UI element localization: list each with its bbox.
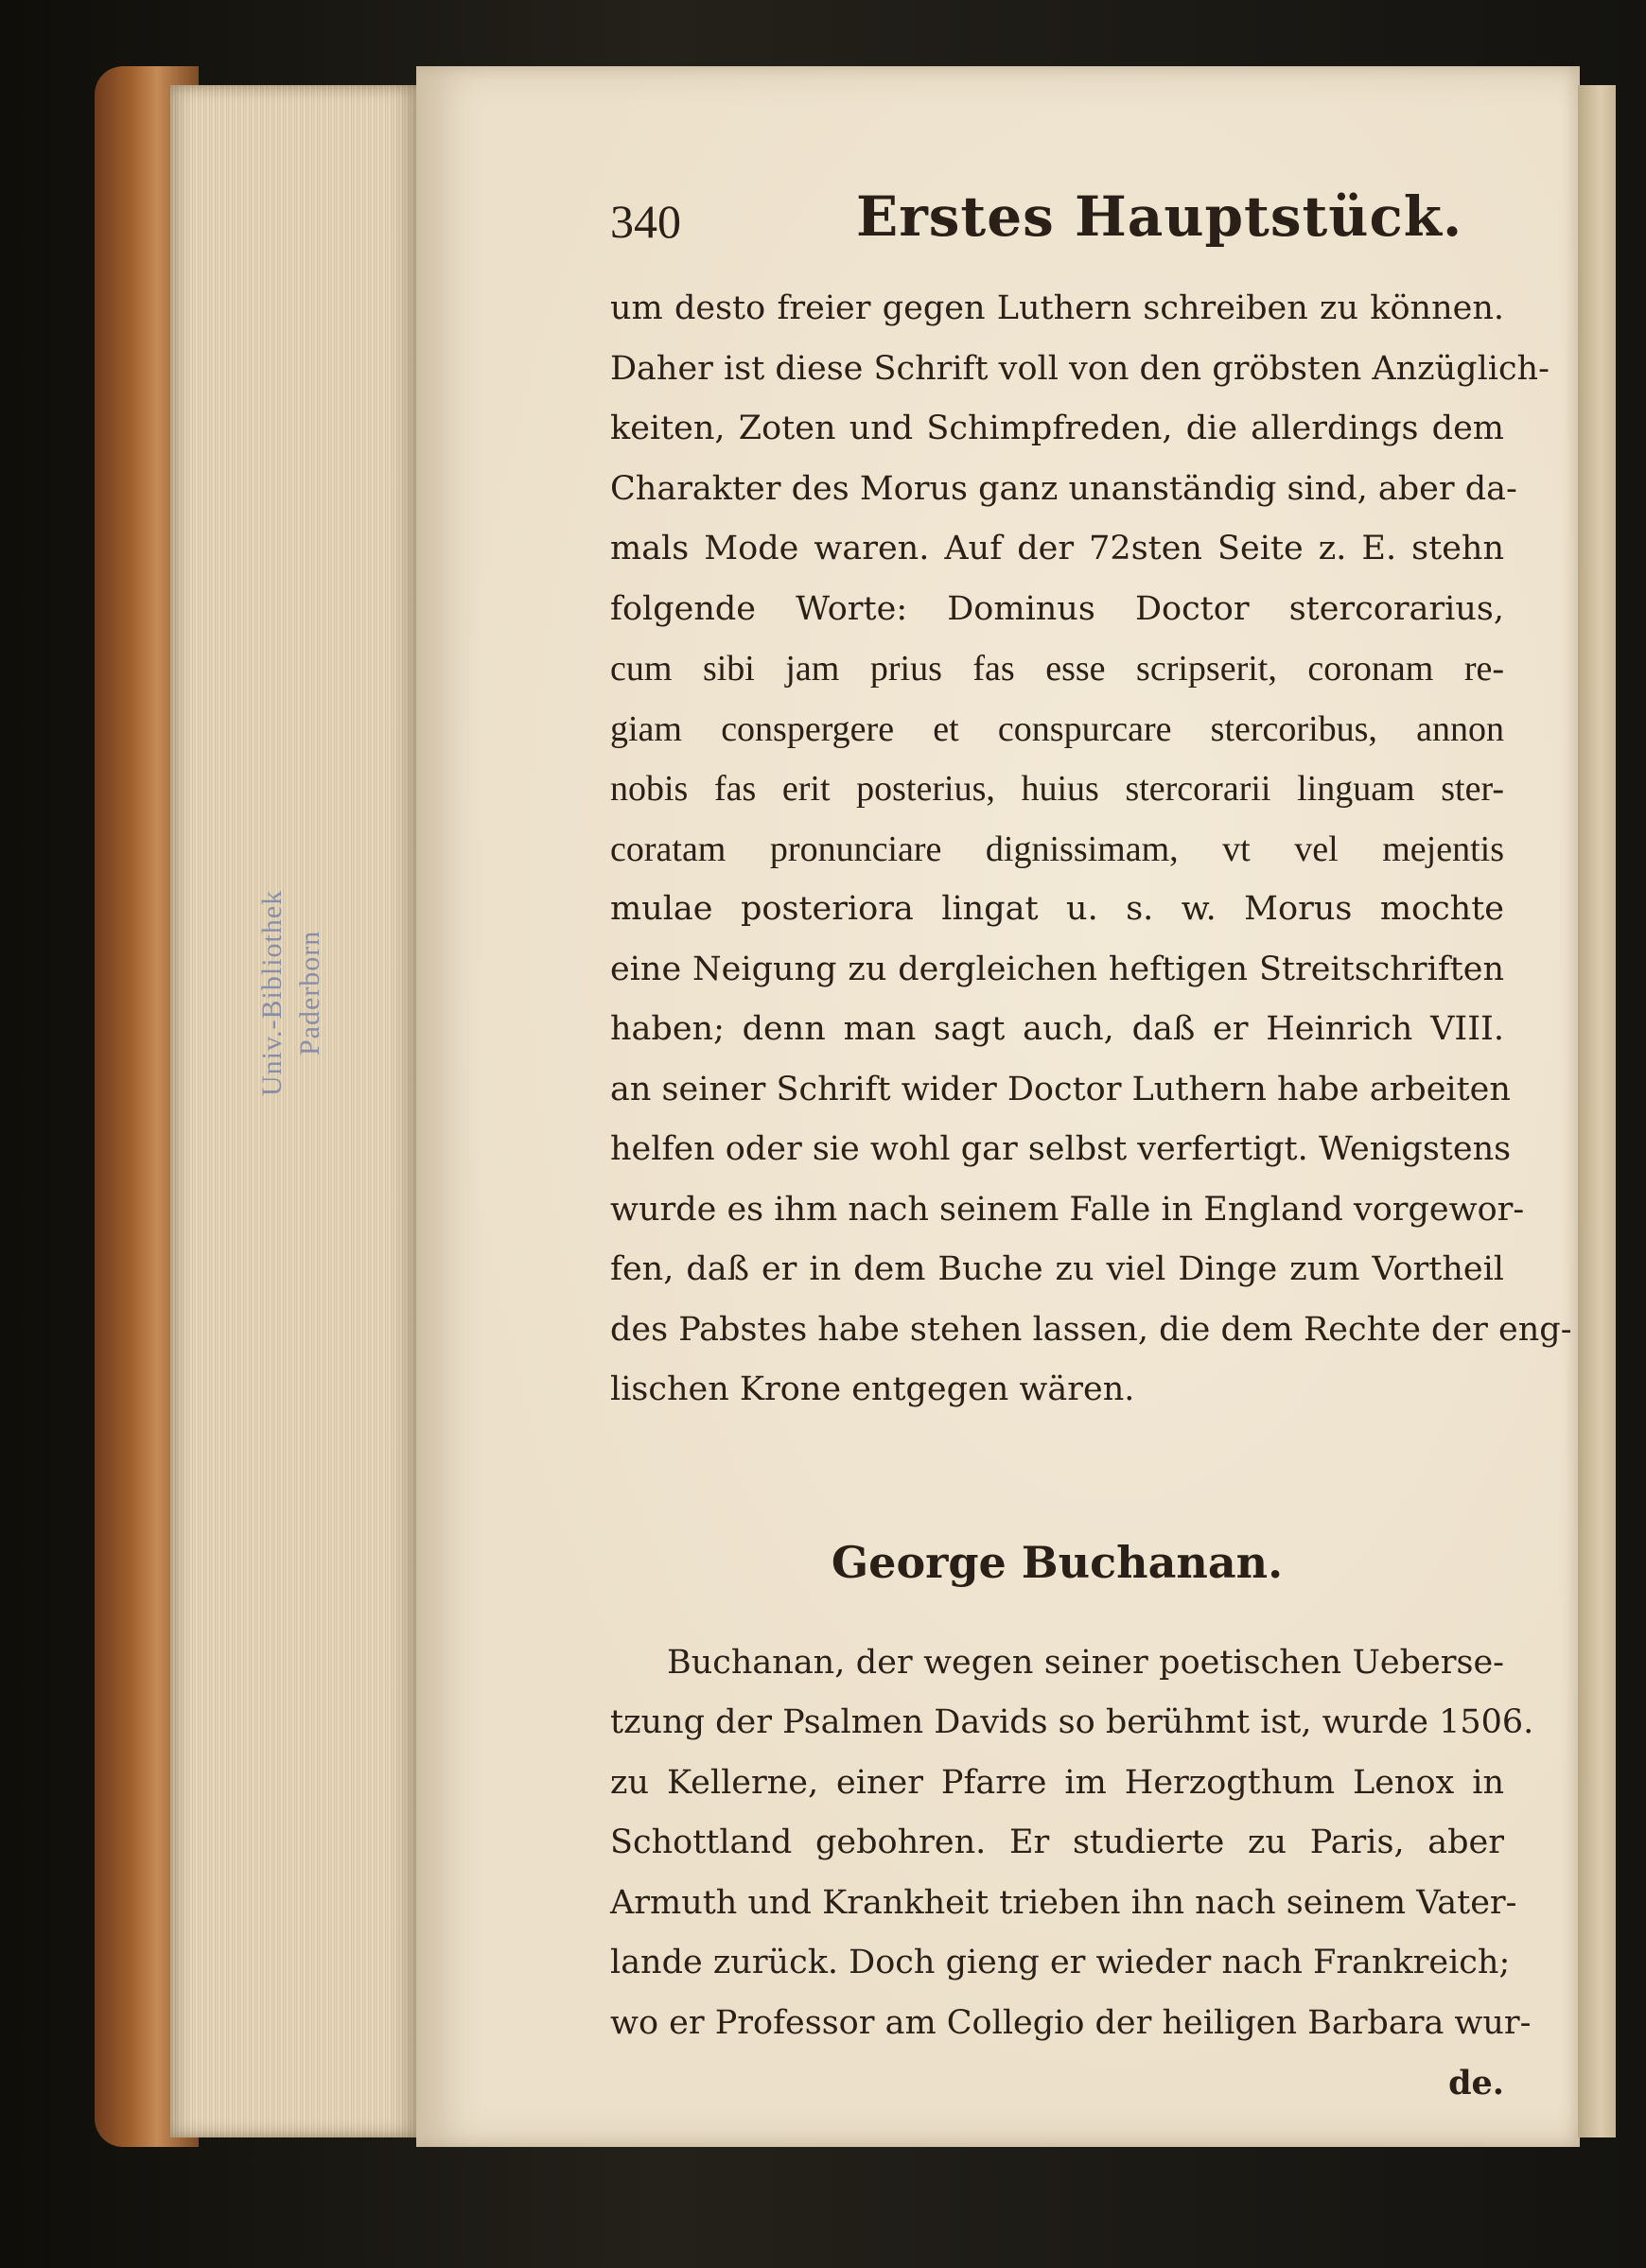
text-line: fen, daß er in dem Buche zu viel Dinge zum Vortheil <box>610 1250 1504 1288</box>
text-line: Daher ist diese Schrift voll von den gröbsten Anzüglich- <box>610 349 1550 388</box>
text-line: folgende Worte: Dominus Doctor stercorarius, <box>610 589 1504 628</box>
text-line: lischen Krone entgegen wären. <box>610 1370 1135 1408</box>
text-line: cum sibi jam prius fas esse scripserit, coronam re- <box>610 649 1504 689</box>
text-line: wo er Professor am Collegio der heiligen Barbara wur- <box>610 2003 1532 2042</box>
text-line: wurde es ihm nach seinem Falle in England vorgewor- <box>610 1190 1525 1229</box>
text-line: Buchanan, der wegen seiner poetischen Ueberse- <box>667 1643 1504 1682</box>
text-line: mals Mode waren. Auf der 72sten Seite z. E. stehn <box>610 530 1504 567</box>
section-paragraph <box>610 1633 1534 2114</box>
text-line: um desto freier gegen Luthern schreiben zu können. <box>610 289 1504 327</box>
text-line: Charakter des Morus ganz unanständig sind, aber da- <box>610 469 1517 508</box>
text-line: Schottland gebohren. Er studierte zu Paris, aber <box>610 1823 1504 1861</box>
library-stamp <box>254 851 348 1135</box>
text-line: giam conspergere et conspurcare stercoribus, annon <box>610 708 1504 749</box>
text-line: lande zurück. Doch gieng er wieder nach Frankreich; <box>610 1944 1511 1981</box>
stamp-line-1: Univ.-Bibliothek <box>256 889 288 1097</box>
text-line: nobis fas erit posterius, huius stercorarii linguam ster- <box>610 769 1504 809</box>
text-line: tzung der Psalmen Davids so berühmt ist, wurde 1506. <box>610 1703 1534 1741</box>
stamp-line-2: Paderborn <box>294 930 325 1056</box>
text-line: eine Neigung zu dergleichen heftigen Streitschriften <box>610 950 1504 988</box>
adjacent-page-edge <box>1578 85 1616 2137</box>
text-line: zu Kellerne, einer Pfarre im Herzogthum Lenox in <box>610 1763 1504 1802</box>
text-line: coratam pronunciare dignissimam, vt vel mejentis <box>610 829 1504 869</box>
text-line: des Pabstes habe stehen lassen, die dem Rechte der eng- <box>610 1310 1572 1349</box>
page-number: 340 <box>610 195 681 248</box>
text-line: keiten, Zoten und Schimpfreden, die allerdings dem <box>610 410 1504 447</box>
text-line: haben; denn man sagt auch, daß er Heinrich VIII. <box>610 1010 1504 1048</box>
page-text <box>610 175 1572 2114</box>
page-header <box>610 175 1504 279</box>
body-paragraph <box>610 279 1572 1421</box>
text-line: an seiner Schrift wider Doctor Luthern habe arbeiten <box>610 1070 1511 1108</box>
text-line: helfen oder sie wohl gar selbst verfertigt. Wenigstens <box>610 1130 1512 1168</box>
text-line: Armuth und Krankheit trieben ihn nach seinem Vater- <box>610 1883 1517 1922</box>
section-heading: George Buchanan. <box>831 1536 1284 1588</box>
catchword: de. <box>1448 2064 1504 2102</box>
text-line: mulae posteriora lingat u. s. w. Morus mochte <box>610 890 1504 928</box>
running-head: Erstes Hauptstück. <box>856 184 1463 249</box>
